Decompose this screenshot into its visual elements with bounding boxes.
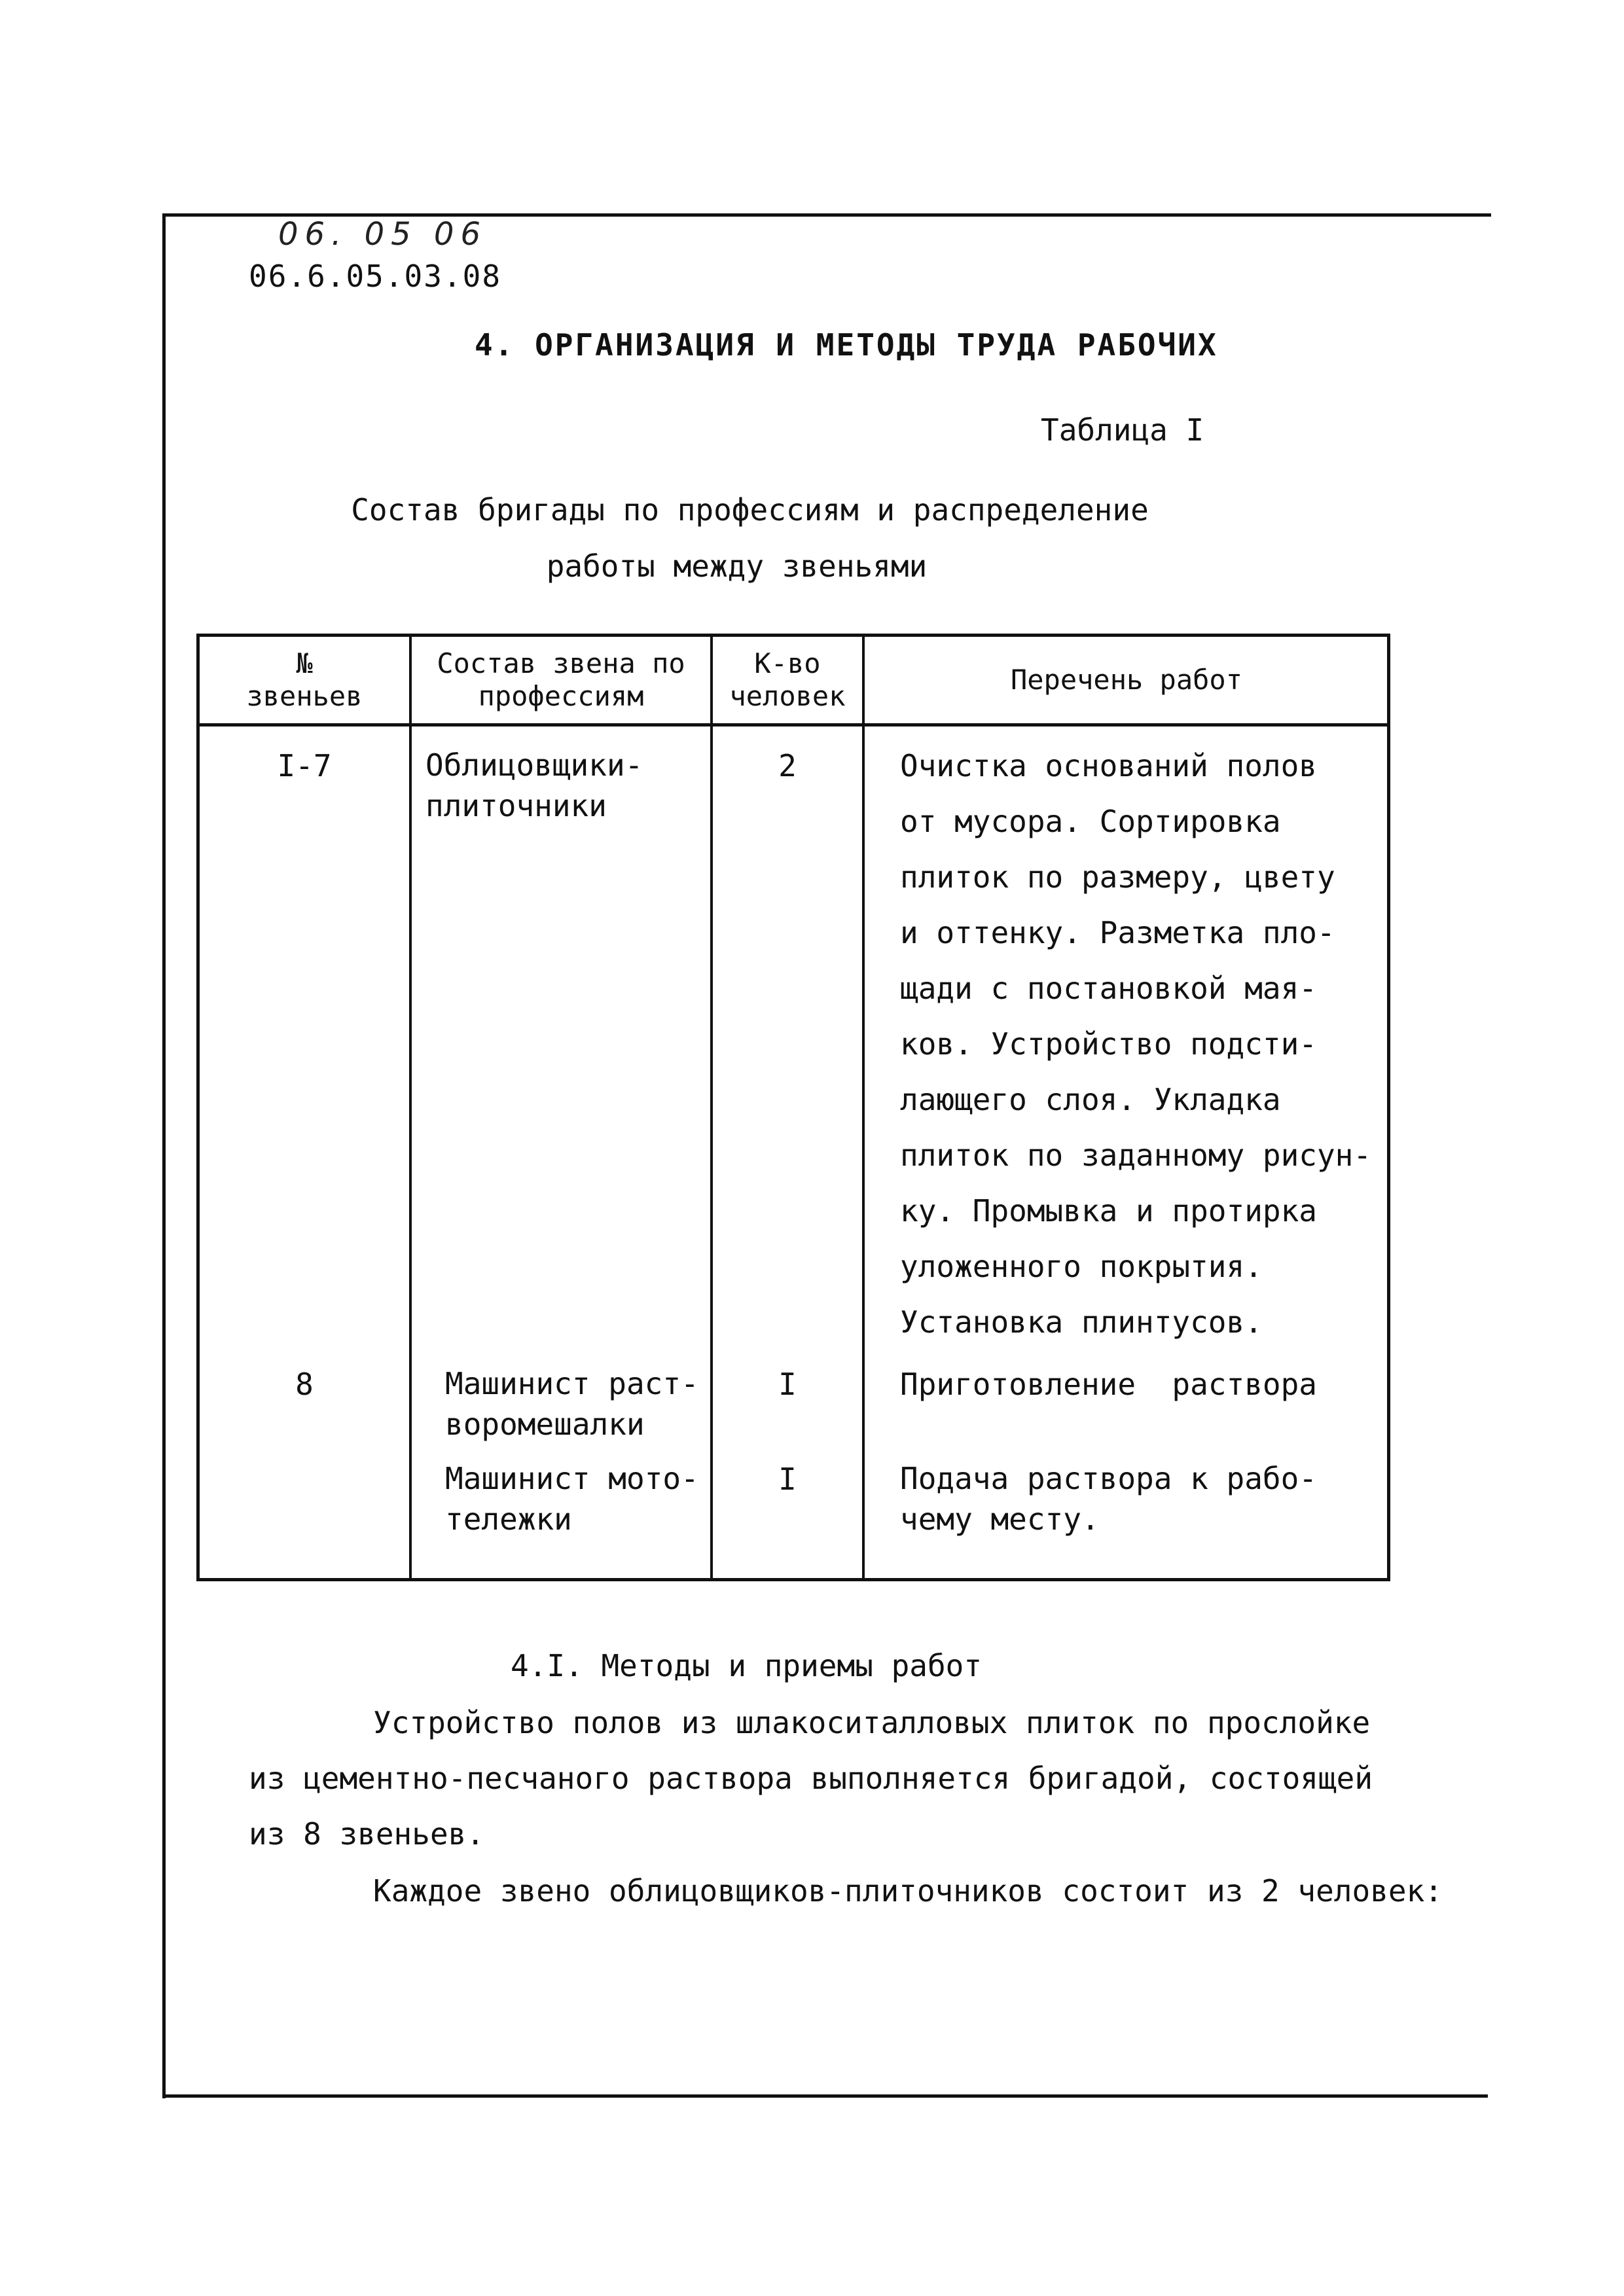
- paragraph1-line1: Устройство полов из шлакоситалловых плиток по прослойке: [373, 1705, 1371, 1740]
- paragraph2-line1: Каждое звено облицовщиков-плиточников состоит из 2 человек:: [373, 1873, 1443, 1909]
- document-code: 06.6.05.03.08: [249, 259, 502, 294]
- row1-count: 2: [778, 748, 797, 783]
- header-crew-number: [200, 637, 409, 723]
- paragraph1-line3: из 8 звеньев.: [249, 1816, 485, 1852]
- header-profession-line2: профессиям: [478, 680, 644, 712]
- header-count: [713, 637, 862, 723]
- crew-table: [196, 634, 1390, 1581]
- header-profession: [412, 637, 710, 723]
- header-count-line1: К-во: [754, 647, 821, 679]
- table-caption-line1: Состав бригады по профессиям и распределение: [351, 492, 1149, 528]
- row2-works: Приготовление раствора: [900, 1367, 1317, 1402]
- table-divider-3: [862, 637, 865, 1578]
- header-works: [865, 637, 1388, 723]
- header-profession-line1: Состав звена по: [437, 647, 685, 679]
- row1-profession: Облицовщики- плиточники: [425, 747, 643, 823]
- row3-works: Подача раствора к рабо- чему месту.: [900, 1461, 1317, 1537]
- table-label: Таблица I: [1041, 412, 1204, 448]
- table-header-rule: [200, 723, 1387, 726]
- header-crew-number-line1: №: [296, 647, 313, 679]
- table-divider-1: [409, 637, 412, 1578]
- handwritten-code: 06. 05 06: [278, 216, 488, 253]
- row2-profession: Машинист раст- воромешалки: [445, 1366, 699, 1442]
- header-crew-number-line2: звеньев: [246, 680, 363, 712]
- header-works-label: Перечень работ: [1010, 664, 1242, 696]
- row3-profession: Машинист мото- тележки: [445, 1461, 699, 1537]
- row2-count: I: [778, 1367, 797, 1402]
- row3-count: I: [778, 1462, 797, 1497]
- subsection-title: 4.I. Методы и приемы работ: [511, 1648, 983, 1683]
- paragraph1-line2: из цементно-песчаного раствора выполняется бригадой, состоящей: [249, 1761, 1373, 1796]
- frame-bottom-border: [162, 2094, 1488, 2098]
- row1-number: I-7: [277, 748, 332, 783]
- section-title: 4. ОРГАНИЗАЦИЯ И МЕТОДЫ ТРУДА РАБОЧИХ: [475, 327, 1218, 363]
- row1-works: Очистка оснований полов от мусора. Сортировка плиток по размеру, цвету и оттенку. Разметка пло- щади с постановкой мая- ков. Устройство подсти- лающего слоя. Укладка плиток по заданному рисун- ку. Промывка и протирка уложенного покрытия. Установка плинтусов.: [900, 748, 1372, 1340]
- row2-number: 8: [295, 1367, 314, 1402]
- table-caption-line2: работы между звеньями: [546, 548, 928, 584]
- header-count-line2: человек: [729, 680, 846, 712]
